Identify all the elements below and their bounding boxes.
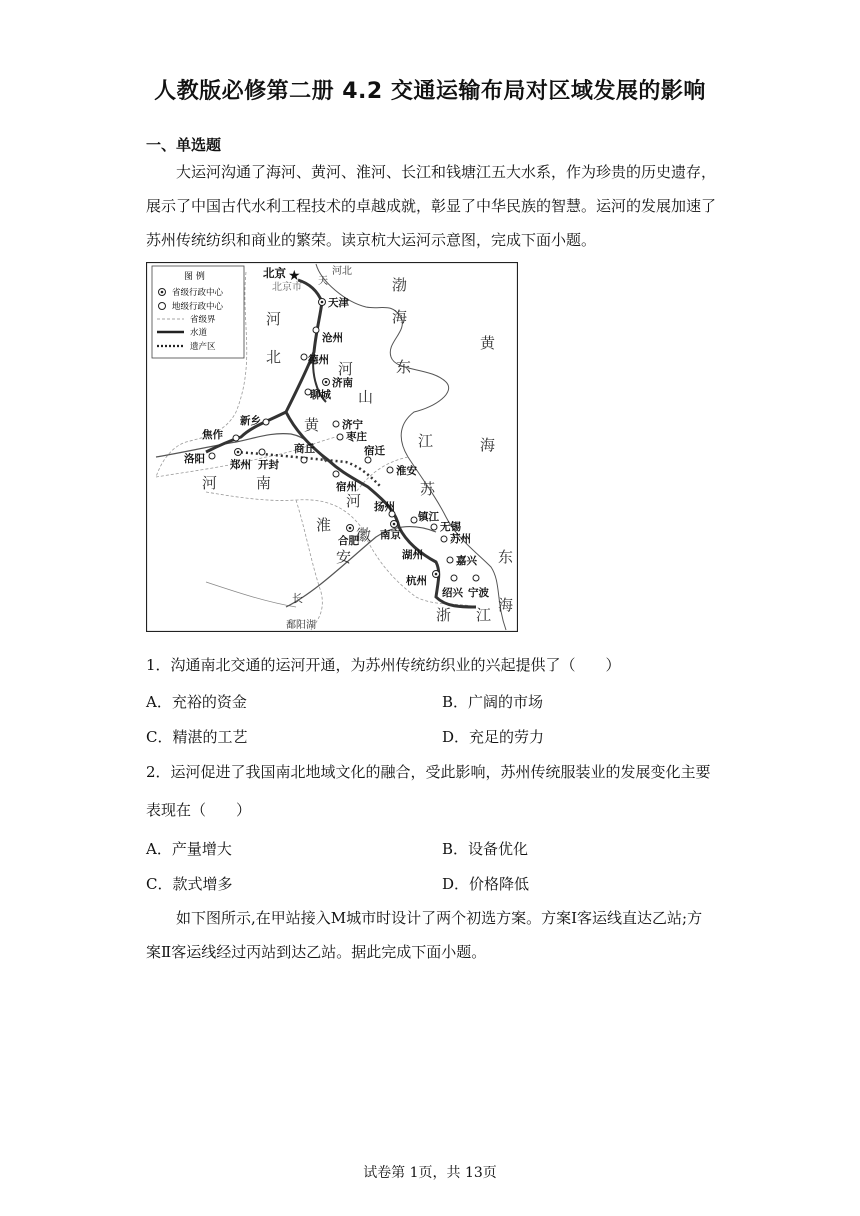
city-suzhou: 苏州	[450, 533, 471, 545]
legend-title: 图 例	[184, 272, 205, 282]
q1-option-a[interactable]: A．充裕的资金	[146, 693, 247, 711]
city-shangqiu: 商丘	[294, 443, 315, 455]
city-yangzhou: 扬州	[374, 501, 395, 513]
label-bohai2: 海	[392, 308, 408, 326]
q2-option-a[interactable]: A．产量增大	[146, 840, 232, 858]
city-shaoxing: 绍兴	[442, 587, 463, 599]
q2-option-b[interactable]: B．设备优化	[442, 840, 529, 858]
city-suqian: 宿迁	[364, 445, 385, 457]
label-henan-2: 南	[256, 474, 272, 492]
city-tianjin: 天津	[328, 297, 349, 309]
label-he-sd: 河	[338, 360, 354, 378]
legend-heritage: 遗产区	[190, 342, 216, 352]
legend-provincial-center: 省级行政中心	[172, 288, 224, 298]
grand-canal-map	[146, 262, 518, 632]
label-huang-sea: 黄	[480, 334, 496, 352]
q2-option-c[interactable]: C．款式增多	[146, 875, 233, 893]
city-beijing: 北京	[263, 266, 286, 280]
label-bohai: 渤	[392, 276, 408, 294]
city-liaocheng: 聊城	[310, 389, 331, 401]
intro2-line-2: 案Ⅱ客运线经过丙站到达乙站。据此完成下面小题。	[146, 943, 487, 961]
city-zaozhuang: 枣庄	[346, 431, 367, 443]
label-huai: 淮	[316, 516, 332, 534]
city-huaian: 淮安	[396, 465, 417, 477]
label-hai3: 海	[498, 596, 514, 614]
city-suzhou-anhui: 宿州	[336, 481, 357, 493]
label-shandong-2: 东	[396, 358, 412, 376]
q2-option-d[interactable]: D．价格降低	[442, 875, 530, 893]
city-nanjing: 南京	[380, 529, 401, 541]
label-hebei-1: 河	[266, 310, 282, 328]
question-2-stem-line-1: 2．运河促进了我国南北地域文化的融合，受此影响，苏州传统服装业的发展变化主要	[146, 763, 711, 781]
city-hangzhou: 杭州	[406, 575, 427, 587]
city-xinxiang: 新乡	[240, 415, 261, 427]
city-zhenjiang: 镇江	[418, 511, 439, 523]
city-jining: 济宁	[342, 419, 363, 431]
label-beijing-shi: 北京市	[272, 282, 302, 293]
city-ningbo: 宁波	[468, 587, 489, 599]
city-kaifeng: 开封	[258, 459, 279, 471]
city-zhengzhou: 郑州	[230, 459, 251, 471]
label-henan-1: 河	[202, 474, 218, 492]
label-anhui-1: 安	[336, 548, 352, 566]
page-footer: 试卷第 1页，共 13页	[363, 1165, 497, 1181]
label-anhui-2: 徽	[356, 526, 372, 544]
city-jinan: 济南	[332, 377, 353, 389]
intro-line-3: 苏州传统纺织和商业的繁荣。读京杭大运河示意图，完成下面小题。	[146, 231, 597, 249]
label-chang: 长	[292, 592, 303, 605]
label-poyang: 鄱阳湖	[286, 620, 316, 631]
intro-line-1: 大运河沟通了海河、黄河、淮河、长江和钱塘江五大水系，作为珍贵的历史遗存，	[176, 163, 717, 181]
city-cangzhou: 沧州	[322, 332, 343, 344]
label-zhejiang-1: 浙	[436, 606, 452, 624]
star-icon: ★	[288, 268, 301, 284]
city-huzhou: 湖州	[402, 549, 423, 561]
city-wuxi: 无锡	[440, 521, 461, 533]
label-he2: 河	[346, 492, 362, 510]
city-hefei: 合肥	[338, 535, 359, 547]
q1-option-b[interactable]: B．广阔的市场	[442, 693, 544, 711]
label-hebei-2: 北	[266, 348, 282, 366]
label-dong: 东	[498, 548, 514, 566]
legend-prefecture-center: 地级行政中心	[172, 302, 224, 312]
q1-option-c[interactable]: C．精湛的工艺	[146, 728, 248, 746]
legend-provincial-border: 省级界	[190, 315, 216, 325]
label-hebei-top: 河北	[332, 266, 352, 277]
legend-waterway: 水道	[190, 328, 208, 338]
question-1-stem: 1．沟通南北交通的运河开通，为苏州传统纺织业的兴起提供了（ ）	[146, 656, 621, 674]
page-title: 人教版必修第二册 4.2 交通运输布局对区域发展的影响	[154, 79, 706, 104]
city-jiaxing: 嘉兴	[456, 555, 477, 567]
city-luoyang: 洛阳	[184, 453, 205, 465]
label-jiangsu-1: 江	[418, 432, 434, 450]
label-zhejiang-2: 江	[476, 606, 492, 624]
section-heading: 一、单选题	[146, 136, 222, 154]
intro-paragraph	[146, 155, 726, 257]
label-hai-sea: 海	[480, 436, 496, 454]
intro-line-2: 展示了中国古代水利工程技术的卓越成就，彰显了中华民族的智慧。运河的发展加速了	[146, 197, 717, 215]
label-huang-river: 黄	[304, 416, 320, 434]
q1-option-d[interactable]: D．充足的劳力	[442, 728, 545, 746]
label-tian: 天	[318, 276, 328, 287]
question-2-stem-line-2: 表现在（ ）	[146, 801, 252, 819]
label-jiangsu-2: 苏	[420, 480, 436, 498]
intro2-paragraph	[146, 901, 726, 969]
label-shandong-1: 山	[358, 388, 374, 406]
city-dezhou: 德州	[308, 354, 329, 366]
city-jiaozuo: 焦作	[202, 429, 223, 441]
intro2-line-1: 如下图所示,在甲站接入M城市时设计了两个初选方案。方案Ⅰ客运线直达乙站;方	[176, 909, 703, 927]
